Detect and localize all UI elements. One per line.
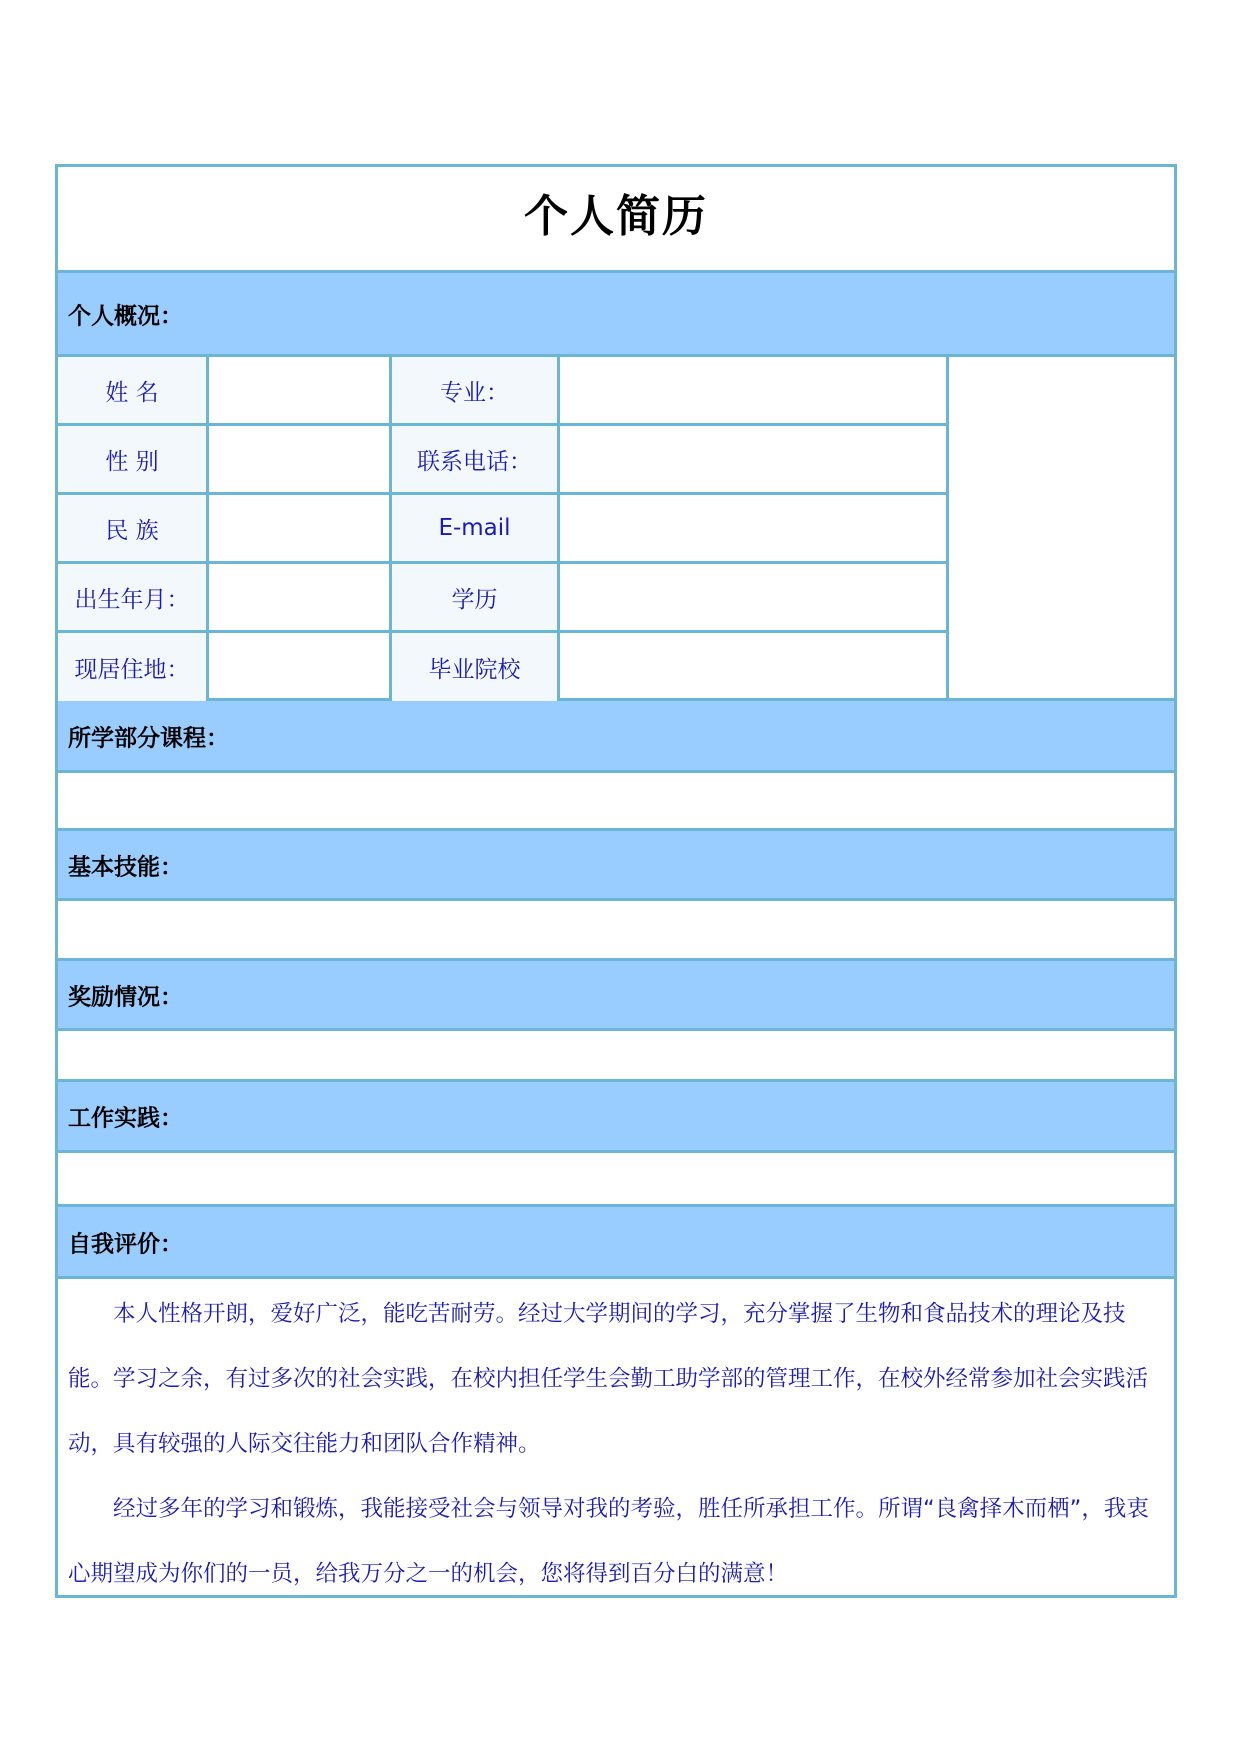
label-email: E-mail xyxy=(392,495,557,561)
section-courses-label: 所学部分课程： xyxy=(68,725,229,751)
value-ethnicity[interactable] xyxy=(209,495,389,561)
label-major: 专业： xyxy=(392,357,557,423)
section-courses xyxy=(58,701,1174,773)
section-skills xyxy=(58,831,1174,901)
title-row xyxy=(58,167,1174,273)
skills-content[interactable] xyxy=(58,901,1174,961)
value-school[interactable] xyxy=(560,633,946,701)
page-title: 个人简历 xyxy=(524,190,708,242)
section-awards-label: 奖励情况： xyxy=(68,984,183,1010)
section-overview-label: 个人概况： xyxy=(68,303,183,329)
value-email[interactable] xyxy=(560,495,946,561)
label-ethnicity: 民 族 xyxy=(58,495,206,561)
value-major[interactable] xyxy=(560,357,946,423)
section-skills-label: 基本技能： xyxy=(68,854,183,880)
value-gender[interactable] xyxy=(209,426,389,492)
label-phone: 联系电话： xyxy=(392,426,557,492)
section-awards xyxy=(58,961,1174,1031)
self-eval-paragraph-1: 本人性格开朗，爱好广泛，能吃苦耐劳。经过大学期间的学习，充分掌握了生物和食品技术的理论及技能。学习之余，有过多次的社会实践，在校内担任学生会勤工助学部的管理工作，在校外经常参加社会实践活动，具有较强的人际交往能力和团队合作精神。 xyxy=(68,1301,1149,1457)
section-self-eval-label: 自我评价： xyxy=(68,1231,183,1257)
resume-sheet xyxy=(55,164,1177,1598)
info-grid xyxy=(58,357,1174,701)
value-education[interactable] xyxy=(560,564,946,630)
work-content[interactable] xyxy=(58,1153,1174,1207)
label-address: 现居住地： xyxy=(58,633,206,701)
section-work-label: 工作实践： xyxy=(68,1105,183,1132)
value-birth[interactable] xyxy=(209,564,389,630)
self-eval-paragraph-2: 经过多年的学习和锻炼，我能接受社会与领导对我的考验，胜任所承担工作。所谓“良禽择木而栖”，我衷心期望成为你们的一员，给我万分之一的机会，您将得到百分白的满意！ xyxy=(68,1496,1149,1587)
value-address[interactable] xyxy=(209,633,389,701)
label-education: 学历 xyxy=(392,564,557,630)
section-self-eval xyxy=(58,1207,1174,1279)
label-name: 姓 名 xyxy=(58,357,206,423)
label-birth: 出生年月： xyxy=(58,564,206,630)
photo-box[interactable] xyxy=(949,357,1174,698)
courses-content[interactable] xyxy=(58,773,1174,831)
value-phone[interactable] xyxy=(560,426,946,492)
section-overview xyxy=(58,273,1174,357)
label-school: 毕业院校 xyxy=(392,633,557,701)
label-gender: 性 别 xyxy=(58,426,206,492)
value-name[interactable] xyxy=(209,357,389,423)
awards-content[interactable] xyxy=(58,1031,1174,1082)
self-eval-content xyxy=(58,1279,1174,1595)
section-work xyxy=(58,1082,1174,1153)
